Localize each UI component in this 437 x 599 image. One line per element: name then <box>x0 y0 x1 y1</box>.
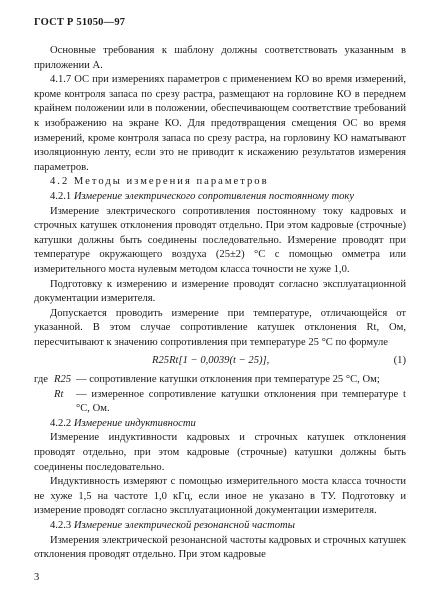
document-header: ГОСТ Р 51050—97 <box>34 17 126 28</box>
subsection-heading <box>34 417 406 432</box>
paragraph: 4.1.7 ОС при измерениях параметров с применением КО во время измерений, кроме контроля запаса по срезу растра, размещают на горловине КО в переднем крайнем положении или в положении, обеспечивающем соответствие требований к изображению на экране КО. Для предотвращения смещения ОС во время измерений, кроме контроля запаса по срезу растра, на горловину КО наматывают изоляционную ленту, если это не приводит к искажению результатов измерения параметров. <box>34 74 406 173</box>
paragraph: Индуктивность измеряют с помощью измерительного моста класса точности не хуже 1,5 на частоте 1,0 кГц, если иное не указано в ТУ. Подготовку и измерение проводят согласно эксплуатационной документации измерителя. <box>34 476 406 517</box>
section-heading <box>34 175 406 190</box>
paragraph: Основные требования к шаблону должны соответствовать указанным в приложении А. <box>34 45 406 71</box>
document-body <box>34 44 406 563</box>
paragraph: Измерение электрического сопротивления постоянному току кадровых и строчных катушек отклонения проводят отдельно. При этом кадровые (строчные) катушки должны быть соединены последовательно. Измерение проводят при температуре окружающего воздуха (25±2) °С с помощью омметра или измерительного моста нулевым методом класса точности не хуже 1,0. <box>34 205 406 275</box>
subsection-title: Измерение электрического сопротивления постоянному току <box>73 190 355 202</box>
subsection-heading <box>34 190 406 205</box>
paragraph: Измерения электрической резонансной частоты кадровых и строчных катушек отклонения проводят отдельно. При этом кадровые <box>34 534 406 561</box>
definition-symbol: Rt <box>54 388 64 400</box>
subsection-number: 4.2.2 <box>50 417 72 429</box>
paragraph: Подготовку к измерению и измерение проводят согласно эксплуатационной документации измерителя. <box>34 278 406 305</box>
subsection-title: Измерение индуктивности <box>73 417 196 429</box>
definition-symbol: R25 <box>54 374 72 386</box>
formula-expression: R25Rt[1 − 0,0039(t − 25)], <box>152 355 270 367</box>
definition-text: — сопротивление катушки отклонения при температуре 25 °С, Ом; <box>76 374 380 386</box>
subsection-number: 4.2.1 <box>50 190 72 202</box>
formula <box>34 354 406 369</box>
paragraph: Измерение индуктивности кадровых и строчных катушек отклонения проводят отдельно, при этом кадровые (строчные) катушки должны быть соединены последовательно. <box>34 432 406 473</box>
subsection-title: Измерение электрической резонансной частоты <box>73 520 295 531</box>
definitions <box>34 373 406 417</box>
definition-text: — измеренное сопротивление катушки отклонения при температуре t °С, Ом. <box>76 388 406 415</box>
page-number: 3 <box>34 572 40 583</box>
subsection-number: 4.2.3 <box>50 520 72 531</box>
where-label: где <box>34 374 48 386</box>
definition-item <box>34 388 406 417</box>
definition-item <box>34 373 406 388</box>
section-title: 4.2 Методы измерения параметров <box>50 176 269 188</box>
subsection-heading <box>34 519 406 534</box>
formula-number: (1) <box>393 355 406 367</box>
paragraph: Допускается проводить измерение при температуре, отличающейся от указанной. В этом случае сопротивление катушек отклонения Rt, Ом, пересчитывают к значению сопротивления при температуре 25 °С по формуле <box>34 307 406 348</box>
